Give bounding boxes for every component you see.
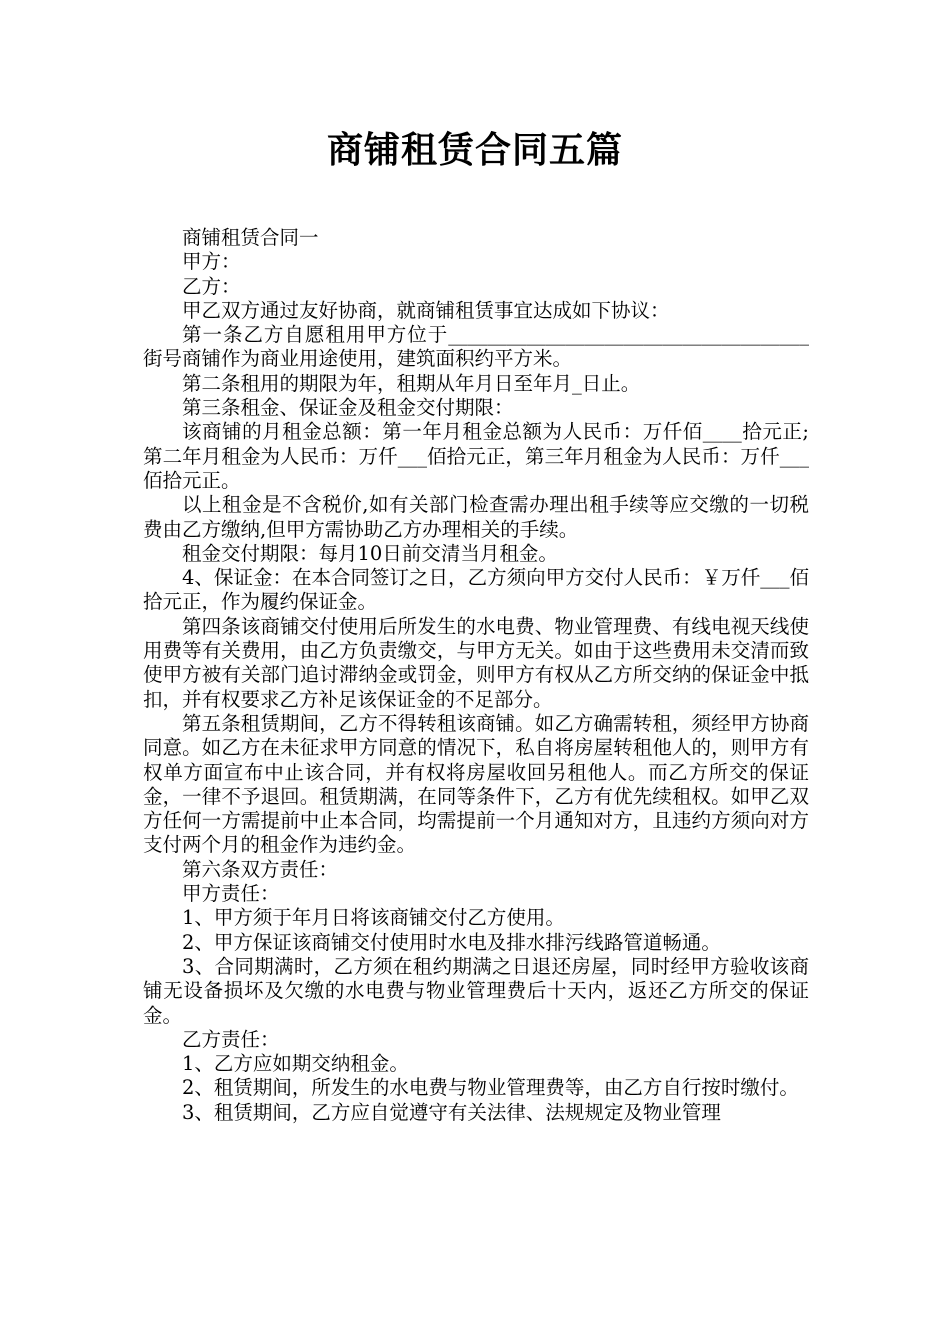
paragraph: 乙方责任： [182, 1027, 280, 1051]
paragraph: 乙方： [182, 274, 241, 298]
paragraph: 第一条乙方自愿租用甲方位于_____________________________________街号商铺作为商业用途使用，建筑面积约平方米。 [143, 323, 809, 371]
paragraph: 2、租赁期间，所发生的水电费与物业管理费等，由乙方自行按时缴付。 [182, 1076, 799, 1100]
paragraph: 1、甲方须于年月日将该商铺交付乙方使用。 [182, 906, 565, 930]
paragraph: 租金交付期限：每月10日前交清当月租金。 [182, 541, 558, 565]
paragraph: 第三条租金、保证金及租金交付期限： [182, 396, 514, 420]
paragraph: 甲乙双方通过友好协商，就商铺租赁事宜达成如下协议： [182, 298, 670, 322]
paragraph: 4、保证金：在本合同签订之日，乙方须向甲方交付人民币：￥万仟___佰拾元正，作为履约保证金。 [143, 566, 809, 614]
paragraph: 第六条双方责任： [182, 857, 339, 881]
paragraph: 3、租赁期间，乙方应自觉遵守有关法律、法规规定及物业管理 [182, 1100, 721, 1124]
document-body [143, 226, 809, 1125]
paragraph: 2、甲方保证该商铺交付使用时水电及排水排污线路管道畅通。 [182, 930, 721, 954]
document-title: 商铺租赁合同五篇 [326, 130, 623, 171]
paragraph: 以上租金是不含税价,如有关部门检查需办理出租手续等应交缴的一切税费由乙方缴纳,但甲方需协助乙方办理相关的手续。 [143, 493, 809, 541]
paragraph: 3、合同期满时，乙方须在租约期满之日退还房屋，同时经甲方验收该商铺无设备损坏及欠缴的水电费与物业管理费后十天内，返还乙方所交的保证金。 [143, 954, 809, 1027]
paragraph: 第四条该商铺交付使用后所发生的水电费、物业管理费、有线电视天线使用费等有关费用，由乙方负责缴交，与甲方无关。如由于这些费用未交清而致使甲方被有关部门追讨滞纳金或罚金，则甲方有权从乙方所交纳的保证金中抵扣，并有权要求乙方补足该保证金的不足部分。 [143, 614, 809, 711]
paragraph: 该商铺的月租金总额：第一年月租金总额为人民币：万仟佰____拾元正;第二年月租金为人民币：万仟___佰拾元正，第三年月租金为人民币：万仟___佰拾元正。 [143, 420, 809, 492]
paragraph: 商铺租赁合同一 [182, 226, 319, 249]
paragraph: 甲方责任： [182, 882, 280, 906]
paragraph: 第五条租赁期间，乙方不得转租该商铺。如乙方确需转租，须经甲方协商同意。如乙方在未征求甲方同意的情况下，私自将房屋转租他人的，则甲方有权单方面宣布中止该合同，并有权将房屋收回另租他人。而乙方所交的保证金，一律不予退回。租赁期满，在同等条件下，乙方有优先续租权。如甲乙双方任何一方需提前中止本合同，均需提前一个月通知对方，且违约方须向对方支付两个月的租金作为违约金。 [143, 711, 809, 857]
paragraph: 甲方： [182, 250, 241, 274]
paragraph: 第二条租用的期限为年，租期从年月日至年月_日止。 [182, 371, 641, 395]
paragraph: 1、乙方应如期交纳租金。 [182, 1052, 409, 1076]
